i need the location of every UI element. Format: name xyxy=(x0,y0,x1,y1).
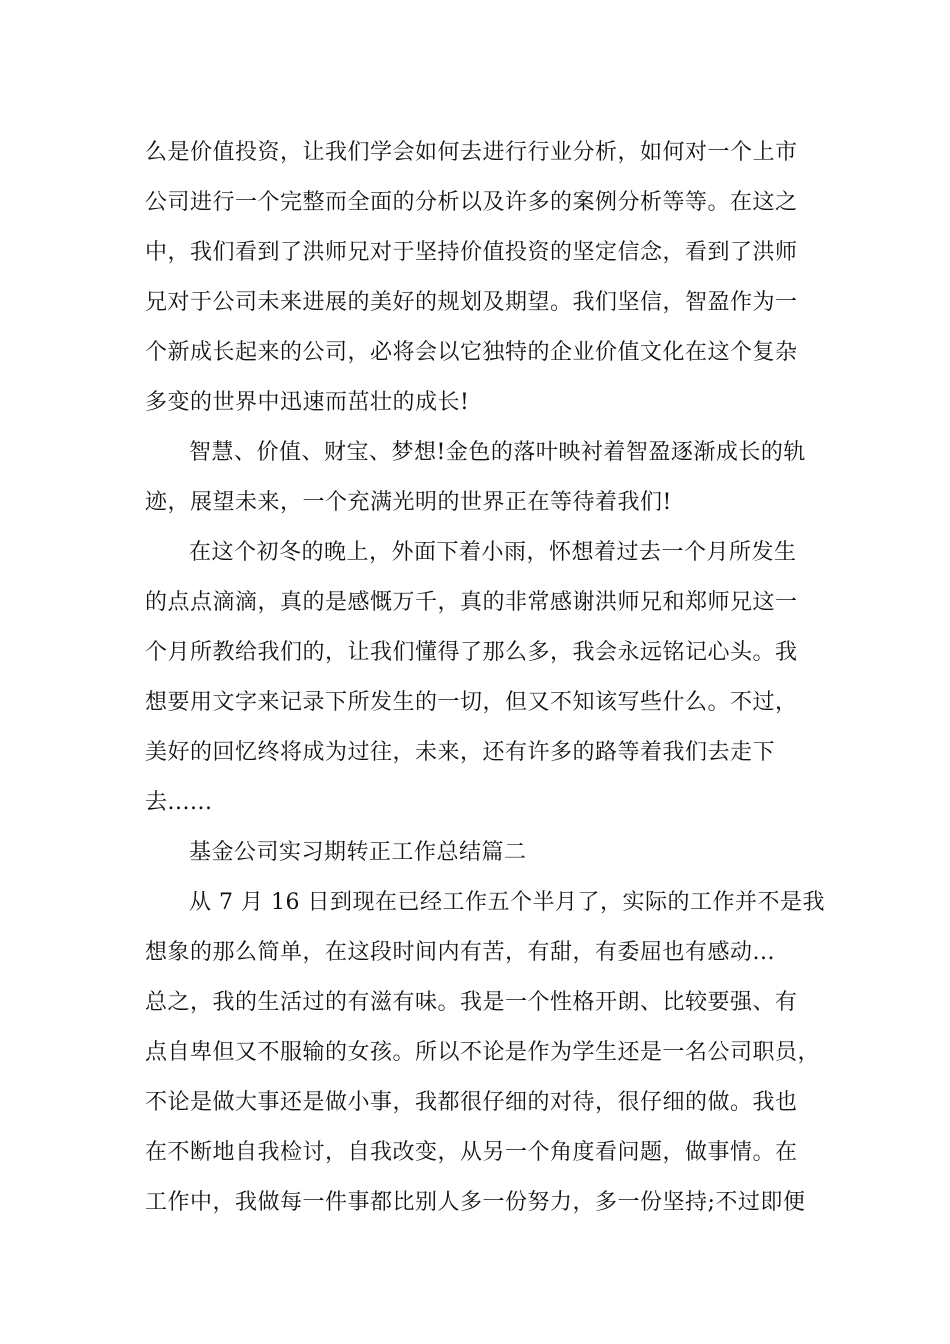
section-heading: 基金公司实习期转正工作总结篇二 xyxy=(189,840,527,865)
text-line: 美好的回忆终将成为过往，未来，还有许多的路等着我们去走下 xyxy=(145,740,776,765)
paragraph-first-line: 从 7 月 16 日到现在已经工作五个半月了，实际的工作并不是我 xyxy=(189,890,825,915)
text-line: 工作中，我做每一件事都比别人多一份努力，多一份坚持;不过即便 xyxy=(145,1190,806,1215)
text-line: 兄对于公司未来进展的美好的规划及期望。我们坚信，智盈作为一 xyxy=(145,290,798,315)
document-body xyxy=(145,128,825,1228)
paragraph-first-line: 在这个初冬的晚上，外面下着小雨，怀想着过去一个月所发生 xyxy=(189,540,797,565)
text-line: 迹，展望未来，一个充满光明的世界正在等待着我们! xyxy=(145,490,672,515)
text-line: 想要用文字来记录下所发生的一切，但又不知该写些什么。不过， xyxy=(145,690,798,715)
text-line: 点自卑但又不服输的女孩。所以不论是作为学生还是一名公司职员， xyxy=(145,1040,821,1065)
paragraph-first-line: 智慧、价值、财宝、梦想!金色的落叶映衬着智盈逐渐成长的轨 xyxy=(189,440,806,465)
text-line: 不论是做大事还是做小事，我都很仔细的对待，很仔细的做。我也 xyxy=(145,1090,798,1115)
text-line: 个月所教给我们的，让我们懂得了那么多，我会永远铭记心头。我 xyxy=(145,640,798,665)
text-line: 去...... xyxy=(145,790,213,815)
text-line: 的点点滴滴，真的是感慨万千，真的非常感谢洪师兄和郑师兄这一 xyxy=(145,590,798,615)
text-line: 么是价值投资，让我们学会如何去进行行业分析，如何对一个上市 xyxy=(145,140,798,165)
text-line: 总之，我的生活过的有滋有味。我是一个性格开朗、比较要强、有 xyxy=(145,990,798,1015)
text-line: 多变的世界中迅速而茁壮的成长! xyxy=(145,390,470,415)
text-line: 个新成长起来的公司，必将会以它独特的企业价值文化在这个复杂 xyxy=(145,340,798,365)
text-line: 公司进行一个完整而全面的分析以及许多的案例分析等等。在这之 xyxy=(145,190,798,215)
text-line: 中，我们看到了洪师兄对于坚持价值投资的坚定信念，看到了洪师 xyxy=(145,240,798,265)
text-line: 想象的那么简单，在这段时间内有苦，有甜，有委屈也有感动... xyxy=(145,940,775,965)
text-line: 在不断地自我检讨，自我改变，从另一个角度看问题，做事情。在 xyxy=(145,1140,798,1165)
